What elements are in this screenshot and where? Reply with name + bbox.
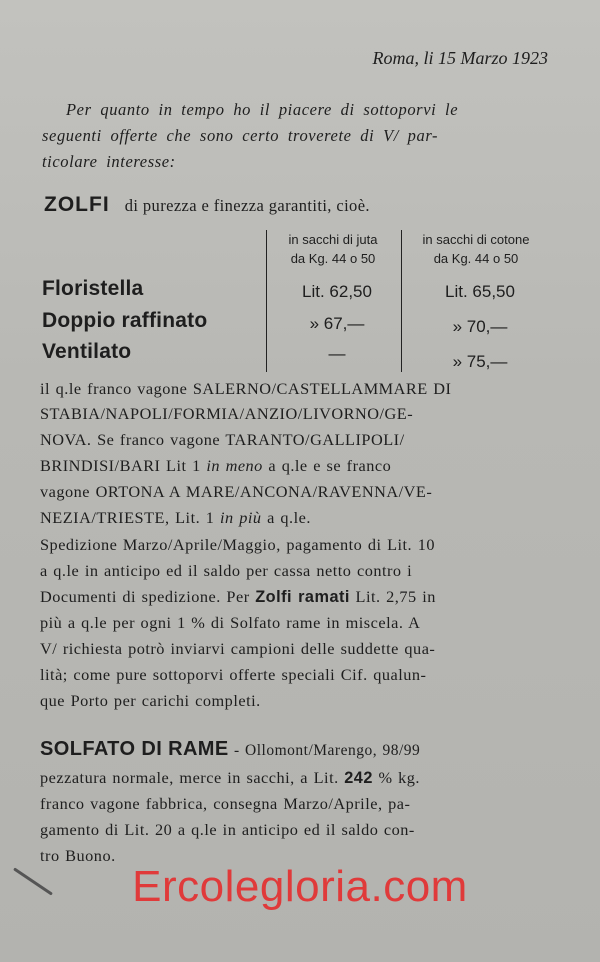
terms-line-1: il q.le franco vagone SALERNO/CASTELLAMMARE DI xyxy=(40,379,452,398)
terms-line-7: Spedizione Marzo/Aprile/Maggio, pagamento di Lit. 10 xyxy=(40,535,435,554)
product-floristella: Floristella xyxy=(42,277,144,300)
terms-line-6: NEZIA/TRIESTE, Lit. 1 in più a q.le. xyxy=(40,508,311,527)
solfato-subtitle: - Ollomont/Marengo, 98/99 xyxy=(228,742,421,759)
product-ventilato: Ventilato xyxy=(42,340,132,363)
terms-line-10: più a q.le per ogni 1 % di Solfato rame in miscela. A xyxy=(40,613,421,632)
price-floristella-cotone: Lit. 65,50 xyxy=(445,282,515,301)
zolfi-heading xyxy=(44,193,370,217)
zolfi-subtitle: di purezza e finezza garantiti, cioè. xyxy=(124,196,370,215)
product-doppio-raffinato: Doppio raffinato xyxy=(42,309,208,332)
intro-line-3: ticolare interesse: xyxy=(42,152,176,171)
solfato-line-4: gamento di Lit. 20 a q.le in anticipo ed il saldo con- xyxy=(40,820,415,839)
col-header-cotone: in sacchi di cotone da Kg. 44 o 50 xyxy=(422,232,530,266)
table-divider-left xyxy=(266,230,267,372)
terms-line-12: lità; come pure sottoporvi offerte speciali Cif. qualun- xyxy=(40,665,427,684)
price-doppio-cotone: » 70,— xyxy=(452,317,508,336)
price-doppio-juta: » 67,— xyxy=(309,314,365,333)
watermark-text: Ercolegloria.com xyxy=(132,862,468,911)
terms-line-4: BRINDISI/BARI Lit 1 in meno a q.le e se franco xyxy=(40,456,392,475)
zolfi-title: ZOLFI xyxy=(44,193,110,216)
terms-line-13: que Porto per carichi completi. xyxy=(40,691,261,710)
solfato-title: SOLFATO DI RAME xyxy=(40,738,229,760)
intro-line-2: seguenti offerte che sono certo troverete di V/ par- xyxy=(42,126,439,145)
price-ventilato-juta: — xyxy=(328,344,346,363)
intro-line-1: Per quanto in tempo ho il piacere di sottoporvi le xyxy=(66,100,459,119)
solfato-heading xyxy=(40,738,420,761)
solfato-line-2: pezzatura normale, merce in sacchi, a Lit. 242 % kg. xyxy=(40,768,420,787)
terms-line-8: a q.le in anticipo ed il saldo per cassa netto contro i xyxy=(40,561,413,580)
terms-line-3: NOVA. Se franco vagone TARANTO/GALLIPOLI/ xyxy=(40,430,405,449)
terms-line-9: Documenti di spedizione. Per Zolfi ramati Lit. 2,75 in xyxy=(40,587,436,606)
price-ventilato-cotone: » 75,— xyxy=(452,352,508,371)
col-header-juta: in sacchi di juta da Kg. 44 o 50 xyxy=(288,232,378,266)
letter-date: Roma, li 15 Marzo 1923 xyxy=(372,48,548,68)
solfato-line-5: tro Buono. xyxy=(40,846,116,865)
terms-line-11: V/ richiesta potrò inviarvi campioni delle suddette qua- xyxy=(40,639,436,658)
terms-line-2: STABIA/NAPOLI/FORMIA/ANZIO/LIVORNO/GE- xyxy=(40,404,414,423)
terms-line-5: vagone ORTONA A MARE/ANCONA/RAVENNA/VE- xyxy=(40,482,433,501)
price-floristella-juta: Lit. 62,50 xyxy=(302,282,372,301)
solfato-line-3: franco vagone fabbrica, consegna Marzo/Aprile, pa- xyxy=(40,794,411,813)
